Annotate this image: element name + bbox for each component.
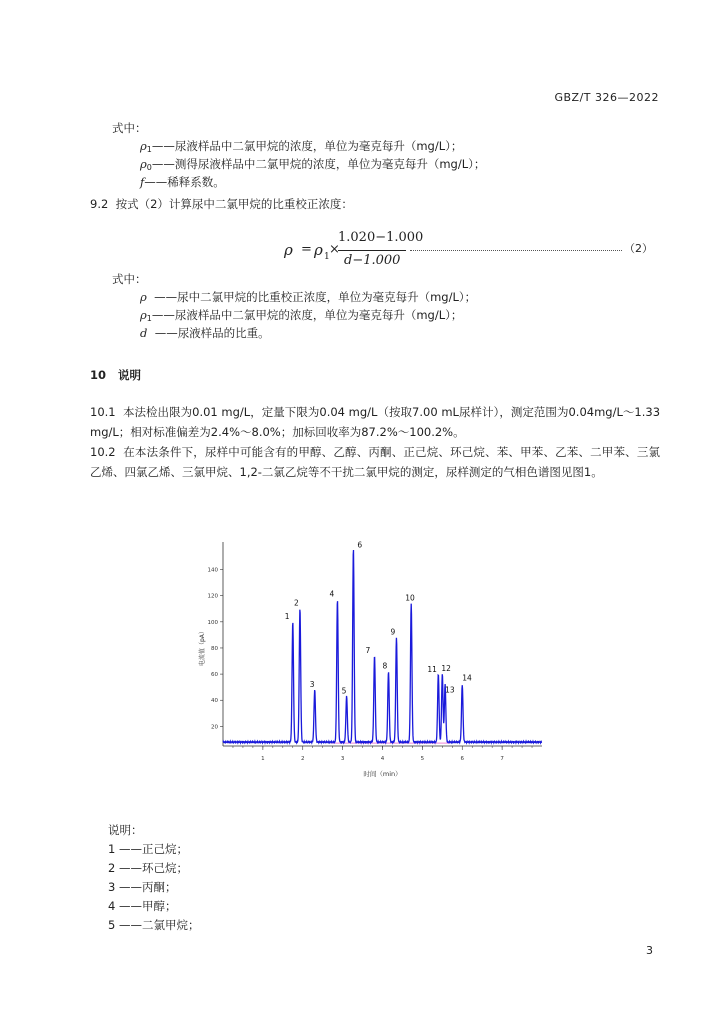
peak-label: 4: [329, 589, 335, 599]
peak-label: 9: [390, 627, 396, 637]
legend-number: 4: [108, 899, 116, 913]
y-tick-label: 40: [211, 698, 218, 705]
formula-numerator: 1.020−1.000: [338, 230, 424, 245]
legend-text: ——二氯甲烷；: [118, 918, 200, 932]
formula-number: （2）: [624, 242, 653, 255]
chart-axes: [223, 542, 542, 746]
definition-text: ——尿液样品中二氯甲烷的浓度，单位为毫克每升（mg/L）；: [151, 139, 463, 153]
peak-label: 13: [445, 685, 455, 695]
x-axis-label: 时间（min）: [363, 770, 402, 778]
y-ticks: [208, 568, 224, 731]
formula-times: ×: [329, 242, 340, 257]
clause-10-1: [90, 402, 660, 442]
peak-label: 10: [405, 593, 415, 603]
x-tick-label: 1: [261, 756, 265, 762]
y-tick-label: 80: [211, 645, 218, 652]
peak-label: 12: [441, 664, 451, 674]
standard-number: GBZ/T 326—2022: [554, 91, 659, 104]
legend-text: ——甲醇；: [118, 899, 177, 913]
legend-item-1: [108, 840, 188, 858]
defs1-title: 式中：: [112, 121, 147, 135]
peak-label: 14: [462, 673, 472, 683]
peak-label: 7: [365, 645, 371, 655]
formula-equals: =: [301, 242, 312, 257]
x-tick-label: 3: [340, 756, 345, 762]
definition-text: ——稀释系数。: [144, 175, 225, 189]
clause-number: 10.2: [90, 445, 116, 459]
chromatogram-svg: [190, 540, 550, 790]
peak-label: 11: [427, 665, 437, 675]
x-tick-label: 5: [420, 756, 425, 762]
page-number: 3: [646, 944, 653, 957]
legend-text: ——丙酮；: [118, 880, 177, 894]
symbol: ρ: [140, 290, 147, 304]
y-tick-label: 120: [207, 593, 218, 600]
symbol: ρ: [140, 157, 147, 171]
peak-label: 5: [341, 686, 347, 696]
x-tick-label: 4: [380, 756, 385, 762]
symbol: d: [140, 326, 148, 340]
subscript: 1: [146, 314, 152, 323]
formula-lhs: ρ: [284, 241, 293, 259]
section-10-heading: [90, 366, 141, 384]
legend-number: 5: [108, 918, 116, 932]
peak-label: 8: [382, 661, 388, 671]
section-title: 说明: [118, 368, 142, 382]
legend-number: 1: [108, 842, 116, 856]
chromatogram-figure: [190, 540, 550, 790]
y-axis-label: 电流值（pA）: [199, 628, 206, 666]
symbol: f: [140, 175, 145, 189]
chromatogram-trace: [223, 550, 542, 743]
formula-rho-subscript: 1: [324, 252, 330, 262]
defs2-title: 式中：: [112, 272, 147, 286]
legend-item-4: [108, 897, 176, 915]
legend-number: 2: [108, 861, 116, 875]
clause-number: 10.1: [90, 405, 116, 419]
symbol: ρ: [140, 139, 147, 153]
section-number: 10: [90, 368, 107, 382]
formula-rho: ρ: [314, 241, 323, 259]
subscript: 0: [146, 163, 152, 172]
legend-text: ——环己烷；: [118, 861, 188, 875]
peak-label: 1: [284, 611, 290, 621]
x-tick-label: 7: [500, 756, 504, 762]
peak-label: 6: [357, 540, 363, 550]
definition-text: ——尿液样品的比重。: [154, 326, 270, 340]
peak-label: 2: [293, 598, 299, 608]
clause-number: 9.2: [90, 197, 109, 211]
legend-text: ——正己烷；: [118, 842, 188, 856]
legend-item-5: [108, 916, 199, 934]
clause-text: 在本法条件下，尿样中可能含有的甲醇、乙醇、丙酮、正己烷、环己烷、苯、甲苯、乙苯、二甲苯、三氯乙烯、四氯乙烯、三氯甲烷、1,2-二氯乙烷等不干扰二氯甲烷的测定，尿样测定的气相色谱图见图1。: [90, 445, 660, 479]
y-tick-label: 140: [207, 567, 218, 574]
y-tick-label: 20: [211, 724, 218, 731]
y-tick-label: 100: [207, 619, 218, 626]
subscript: 1: [146, 145, 152, 154]
x-ticks: [233, 746, 532, 762]
symbol: ρ: [140, 308, 147, 322]
y-tick-label: 60: [211, 672, 218, 679]
clause-9-2: [90, 195, 353, 213]
fraction-bar: [338, 250, 406, 251]
legend-number: 3: [108, 880, 116, 894]
defs1-item-3: [140, 173, 225, 195]
formula-2: [284, 230, 664, 272]
clause-text: 本法检出限为0.01 mg/L，定量下限为0.04 mg/L（按取7.00 mL尿样计），测定范围为0.04mg/L～1.33 mg/L；相对标准偏差为2.4%～8.0%；加标回收率为87.2%～100.2%。: [90, 405, 661, 439]
peak-labels: [285, 541, 472, 696]
formula-denominator: d−1.000: [344, 253, 401, 268]
definition-text: ——测得尿液样品中二氯甲烷的浓度，单位为毫克每升（mg/L）；: [151, 157, 486, 171]
leader-dots: [410, 244, 622, 251]
definition-text: ——尿中二氯甲烷的比重校正浓度，单位为毫克每升（mg/L）；: [154, 290, 477, 304]
peak-label: 3: [309, 679, 315, 689]
x-tick-label: 6: [460, 756, 464, 762]
legend-item-3: [108, 878, 176, 896]
legend-item-2: [108, 859, 188, 877]
clause-text: 按式（2）计算尿中二氯甲烷的比重校正浓度：: [115, 197, 353, 211]
x-tick-label: 2: [301, 756, 305, 762]
defs2-item-3: [140, 324, 270, 346]
definition-text: ——尿液样品中二氯甲烷的浓度，单位为毫克每升（mg/L）；: [151, 308, 463, 322]
clause-10-2: [90, 442, 660, 482]
legend-title: 说明：: [108, 823, 143, 837]
